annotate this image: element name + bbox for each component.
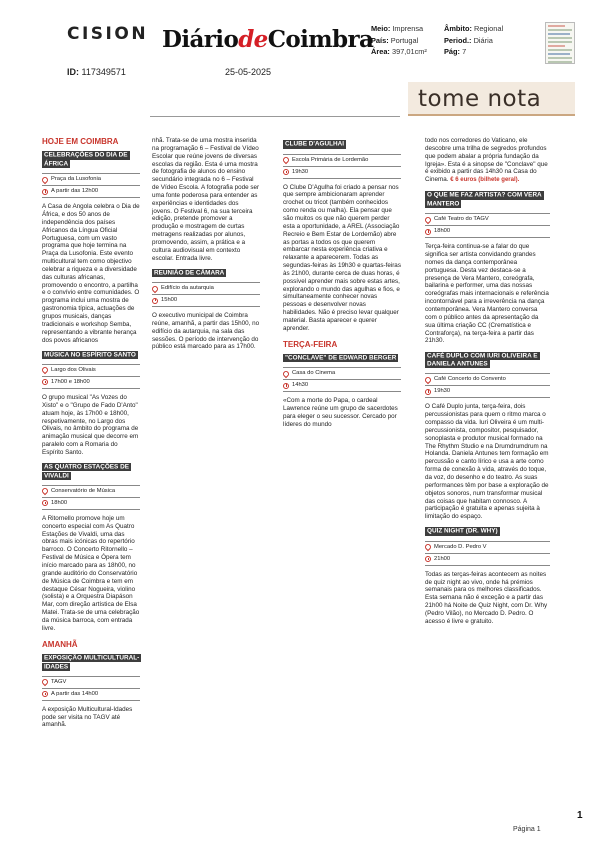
event-title: "CONCLAVE" DE EDWARD BERGER <box>285 354 397 362</box>
location-pin-icon <box>424 216 432 224</box>
ambito-label: Âmbito: <box>444 24 472 33</box>
event-text: A Casa de Angola celebra o Dia de África, e dos 50 anos de independência dos países Africanos da Língua Oficial Portuguesa, com um vasto programa que hoje termina na Praça da Lusofonia. Este evento multicultural tem como objectivo celebrar a riqueza e a diversidade das culturas africanas, promovendo o encontro, a partilha e o convívio entre comunidades. O programa inclui uma mostra de gastronomia típica, actuações de grupos musicais, danças tradicionais e workshop Semba, representando a vibrante herança dos povos africanos <box>42 203 140 344</box>
event-text: Todas as terças-feiras acontecem as noites de quiz night ao vivo, onde há prémios semanais para os melhores classificados. Esta semana não é exceção e a partir das 21h00 há Noite de Quiz Night, com Dr. Why (Pedro Vilão), no Mercado D. Pedro. O acesso é livre e gratuito. <box>425 570 548 625</box>
column-1 <box>42 137 140 736</box>
event-quatro-estacoes <box>42 464 140 633</box>
masthead-right: Coimbra <box>267 26 374 53</box>
page-footer: Página 1 <box>513 826 541 833</box>
event-place: Edifício da autarquia <box>161 285 214 292</box>
event-time: 18h00 <box>51 499 68 506</box>
masthead-left: Diário <box>162 26 239 53</box>
article-date: 25-05-2025 <box>225 67 272 77</box>
area-value: 397,01cm² <box>391 47 427 56</box>
clock-icon <box>425 389 431 395</box>
event-time: 14h30 <box>292 382 309 389</box>
event-text: O Clube D'Agulha foi criado a pensar nos que sempre ambicionaram aprender crochet ou tricot (também conhecidos como renda ou malha). Ela pensar que são muitos os que não querem perder esta a oportunidade, a AREL (Associação Recreio e Bem Estar de Lordemão) abre as portas a todos os que querem embarcar nesta experiência criativa e relaxante a aparecerem. Todas as segundas-feiras às 19h30 e quartas-feiras às 21h00, durante cerca de duas horas, é possível aprender mais sobre estas artes, explorando o mundo das agulhas e fios, e simultaneamente conhecer novas pessoas e desenvolver novas habilidades. Não é preciso levar qualquer material. Basta aparecer e querer aprender. <box>283 183 401 332</box>
event-reuniao-camara <box>152 270 260 352</box>
event-title: CLUBE D'AGULHAI <box>285 141 345 148</box>
event-clube-agulha <box>283 141 401 333</box>
location-pin-icon <box>41 175 49 183</box>
clock-icon <box>42 189 48 195</box>
event-text: O executivo municipal de Coimbra reúne, amanhã, a partir das 15h00, no edifício da autarquia, na sala das sessões. O período de intervenção do público está marcado para as 17h00. <box>152 312 260 351</box>
id-label: ID: <box>67 67 79 77</box>
area-label: Área: <box>371 47 390 56</box>
event-text: O Café Duplo junta, terça-feira, dois percussionistas para quem o ritmo marca o compasso da vida. Iuri Oliveira é um multi-percussionista, compositor, pesquisador, sonoplasta e produtor musical formado na The Rhythm Studio e na Drumdrumdrum na Holanda. Daniela Antunes tem formação em percussão e canto lírico e usa a arte como forma de conexão à vida, através do toque, da voz, do desenho e do teatro. As suas performances têm por base a exploração de objetos sonoros, num transformar musical das coisas que habitam connosco. A participação é gratuita e apenas sujeita à limitação do espaço. <box>425 403 549 521</box>
event-place: Largo dos Olivais <box>51 366 96 373</box>
event-dia-africa <box>42 152 140 344</box>
location-pin-icon <box>41 366 49 374</box>
heading-terca: TERÇA-FEIRA <box>283 339 338 349</box>
location-pin-icon <box>41 678 49 686</box>
event-time: 15h00 <box>161 297 178 304</box>
event-text: A exposição Multicultural-Idades pode ser visita no TAGV até amanhã. <box>42 705 133 729</box>
newspaper-masthead <box>162 26 373 53</box>
location-pin-icon <box>424 543 432 551</box>
period-label: Period.: <box>444 35 472 45</box>
pais-value: Portugal <box>390 35 419 45</box>
conclave-text: todo nos corredores do Vaticano, ele descobre uma trilha de segredos profundos que podem abalar a própria fundação da Igreja». Esta é a sinopse de "Conclave" que é exibido a partir das 14h30 na Casa do Cinema. <box>425 137 548 184</box>
event-place: Café Teatro do TAGV <box>434 216 489 223</box>
pais-label: País: <box>371 35 389 45</box>
event-time: 18h00 <box>434 228 451 235</box>
event-title: REUNIÃO DE CÂMARA <box>154 269 225 277</box>
location-pin-icon <box>424 376 432 384</box>
clock-icon <box>152 298 158 304</box>
continued-text: nhã. Trata-se de uma mostra inserida na programação 6 – Festival de Vídeo Escolar que reúne jovens de diversas escolas da região. Esta é uma mostra de fotografia de alunos do ensino secundário integrada no 6 – Festival de Vídeo Escola. A fotografia pode ser uma fonte poderosa para entender as experiências e identidades dos jovens. O Festival 6, na sua terceira edição, pretende promover a produção e mostragem de curtas metragens realizadas por alunos, promovendo, assim, a prática e a cultura audiovisual em contexto escolar. Entrada livre. <box>152 137 260 262</box>
event-title: QUIZ NIGHT (DR. WHY) <box>427 528 498 536</box>
section-title: tome nota <box>408 82 575 116</box>
event-text: O grupo musical "As Vozes do Xisto" e o "Grupo de Fado D'Anto" atuam hoje, às 17h00 e 18h00, respetivamente, no Largo dos Olivais, no âmbito do programa de animação musical que decorre em paralelo com a Romaria do Espírito Santo. <box>42 393 139 456</box>
event-place: Casa do Cinema <box>292 370 336 377</box>
event-title: CAFÉ DUPLO COM IURI OLIVEIRA E DANIELA ANTUNES <box>427 352 538 368</box>
period-value: Diária <box>473 35 493 45</box>
event-place: Praça da Lusofonia <box>51 176 101 183</box>
event-vera-mantero <box>425 192 550 345</box>
event-time: A partir das 14h00 <box>51 690 99 697</box>
heading-amanha: AMANHÃ <box>42 639 78 649</box>
location-pin-icon <box>41 487 49 495</box>
event-exposicao <box>42 655 140 730</box>
clock-icon <box>283 383 289 389</box>
pag-label: Pág: <box>444 47 461 56</box>
location-pin-icon <box>151 284 159 292</box>
event-title: CELEBRAÇÕES DO DIA DE ÁFRICA <box>44 152 128 168</box>
continued-text <box>425 137 550 185</box>
id-value: 117349571 <box>81 67 126 77</box>
pag-value: 7 <box>462 47 467 56</box>
event-place: Conservatório de Música <box>51 487 116 494</box>
meio-label: Meio: <box>371 24 391 33</box>
page-thumbnail <box>545 22 575 64</box>
clock-icon <box>425 229 431 235</box>
ambito-value: Regional <box>473 24 504 33</box>
article-id <box>67 67 126 77</box>
cision-logo: CISION <box>67 24 149 44</box>
event-time: 17h00 e 18h00 <box>51 378 90 385</box>
event-conclave <box>283 355 401 429</box>
column-2 <box>152 137 260 358</box>
clock-icon <box>283 169 289 175</box>
masthead-mid: de <box>238 26 268 53</box>
location-pin-icon <box>282 156 290 164</box>
event-text: A Ritornello promove hoje um concerto especial com As Quatro Estações de Vivaldi, uma das obras mais icónicas do repertório barroco. O Concerto Ritornello – Festival de Música e Ópera tem início marcado para as 18h00, no grande auditório do Conservatório de Música de Coimbra e tem em destaque César Nogueira, violino (solista) e a Orquestra Diapáson Mar, com direção artística de Elsa Matei. Trata-se de uma celebração da música barroca, com entrada livre. <box>42 514 140 632</box>
event-place: TAGV <box>51 678 67 685</box>
event-text: «Com a morte do Papa, o cardeal Lawrence reúne um grupo de sacerdotes para eleger o seu sucessor. Cercado por líderes do mundo <box>283 397 398 428</box>
event-title: EXPOSIÇÃO MULTICULTURAL-IDADES <box>44 654 140 671</box>
meta-left <box>371 23 427 58</box>
event-title: MÚSICA NO ESPÍRITO SANTO <box>44 351 136 359</box>
event-text: Terça-feira continua-se a falar do que significa ser artista convidando grandes nomes da dança contemporânea portuguesa. Desta vez destaca-se a presença de Vera Mantero, coreógrafa, bailarina e performer, uma das nossas coreógrafas mais internacionais e referência incontornável para a irreverência na dança contemporânea. Vera Mantero conversa com o público antes da apresentação da sua última criação CC (Crematística e Contraforça), na terça-feira a partir das 21h30. <box>425 243 549 345</box>
euro-icon: € <box>450 177 454 184</box>
meio-value: Imprensa <box>392 24 424 33</box>
event-title: O QUE ME FAZ ARTISTA? COM VERA MANTERO <box>427 192 542 208</box>
clock-icon <box>425 556 431 562</box>
meta-right <box>444 23 503 58</box>
page-number: 1 <box>577 810 583 821</box>
column-4 <box>425 137 550 633</box>
event-place: Mercado D. Pedro V <box>434 543 487 550</box>
event-time: A partir das 12h00 <box>51 188 99 195</box>
event-time: 19h30 <box>292 168 309 175</box>
event-place: Escola Primária de Lordemão <box>292 156 369 163</box>
top-rule <box>150 116 400 117</box>
location-pin-icon <box>282 369 290 377</box>
heading-hoje: HOJE EM COIMBRA <box>42 137 119 146</box>
event-cafe-duplo <box>425 352 550 521</box>
event-time: 19h30 <box>434 388 451 395</box>
event-title: AS QUATRO ESTAÇÕES DE VIVALDI <box>44 463 129 480</box>
event-time: 21h00 <box>434 555 451 562</box>
clock-icon <box>42 500 48 506</box>
column-3 <box>283 137 401 436</box>
event-place: Café Concerto do Convento <box>434 376 506 383</box>
event-musica-espirito-santo <box>42 351 140 456</box>
clock-icon <box>42 691 48 697</box>
clock-icon <box>42 379 48 385</box>
conclave-price: 6 euros (bilhete geral). <box>455 177 520 184</box>
event-quiz-night <box>425 528 550 626</box>
